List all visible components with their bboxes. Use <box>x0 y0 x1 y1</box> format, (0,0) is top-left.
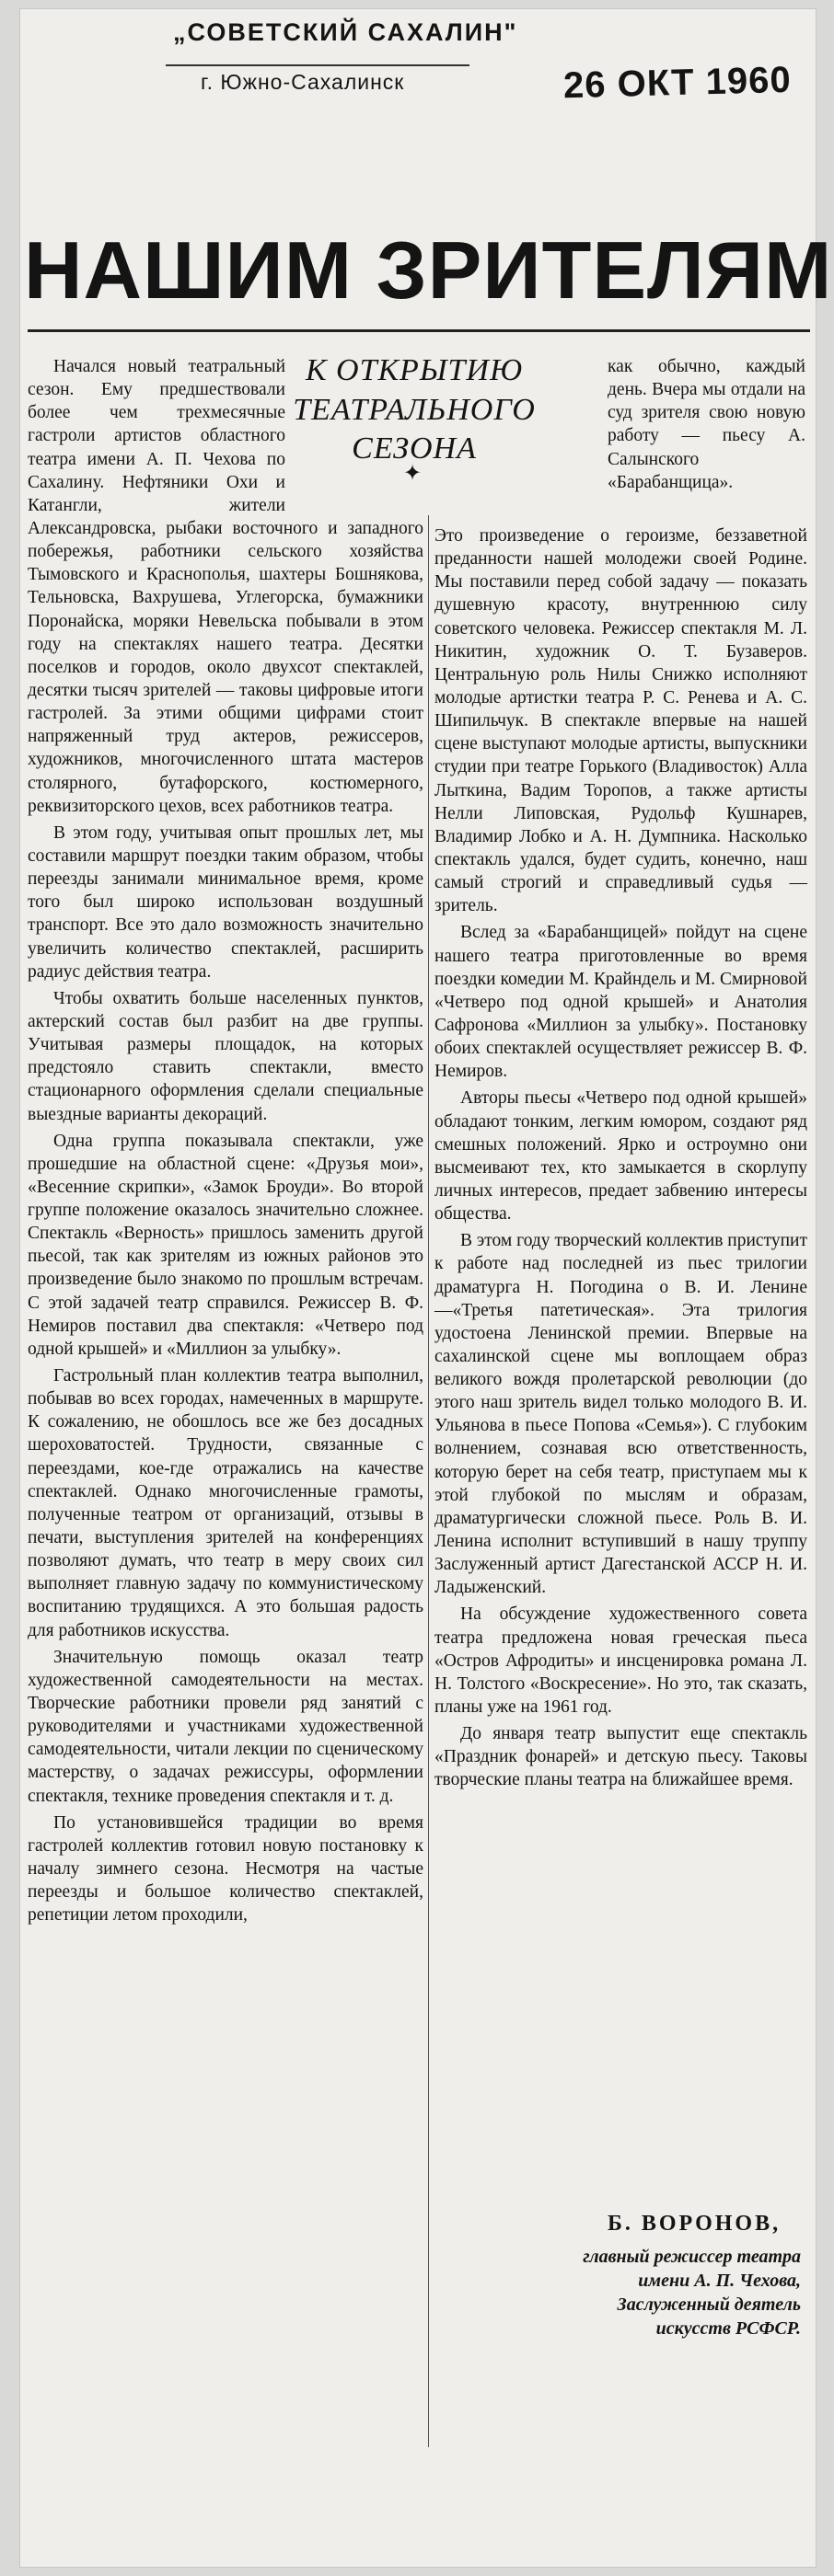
paragraph-6: Значительную помощь оказал театр художественной самодеятельности на местах. Творческие работники провели ряд занятий с руководителями и участниками художественной самодеятельности, читали лекции по сценическому мастерству, о задачах режиссуры, оформлении спектакля, технике проведения спектакля и т. д. <box>28 1647 423 1806</box>
article-headline: НАШИМ ЗРИТЕЛЯМ <box>24 224 833 316</box>
author-name: Б. ВОРОНОВ, <box>608 2212 782 2236</box>
column-right-top <box>608 355 805 498</box>
paragraph-right-5: На обсуждение художественного совета театра предложена новая греческая пьеса «Остров Афродиты» и инсценировка романа Л. Н. Толстого «Воскресение». Но это, так сказать, планы уже на 1961 год. <box>434 1604 807 1718</box>
masthead-city: г. Южно-Сахалинск <box>201 70 405 94</box>
paragraph-5: Гастрольный план коллектив театра выполнил, побывав во всех городах, намеченных в маршруте. К сожалению, не обошлось все же без досадных шероховатостей. Трудности, связанные с переездами, кое-где отражались на качестве спектаклей. Однако многочисленные грамоты, полученные театром от организаций, отзывы в печати, выступления зрителей на конференциях позволяют думать, что театр в меру своих сил выполняет главную задачу по коммунистическому воспитанию трудящихся. А это большая радость для работников искусства. <box>28 1366 423 1640</box>
paragraph-right-6: До января театр выпустит еще спектакль «Праздник фонарей» и детскую пьесу. Таковы творческие планы театра на ближайшее время. <box>434 1724 807 1790</box>
article-subheading: К ОТКРЫТИЮ ТЕАТРАЛЬНОГО СЕЗОНА <box>293 353 536 466</box>
paragraph-2: В этом году, учитывая опыт прошлых лет, мы составили маршрут поездки таким образом, чтобы переезды занимали минимальное время, кроме того был широко использован воздушный транспорт. Все это дало возможность значительно увеличить количество спектаклей, расширить радиус действия театра. <box>28 822 423 982</box>
subheading-space <box>285 355 423 516</box>
masthead-rule <box>166 64 469 66</box>
headline-rule <box>28 329 810 332</box>
author-title-line: Заслуженный деятель <box>617 2294 801 2315</box>
paragraph-4: Одна группа показывала спектакли, уже прошедшие на областной сцене: «Друзья мои», «Весенние скрипки», «Замок Броуди». Во второй группе положение оказалось значительно сложнее. Спектакль «Верность» пришлось заменить другой пьесой, так как зрителям из южных районов это произведение было знакомо по прошлым встречам. С этой задачей театр справился. Режиссер В. Ф. Немиров поставил два спектакля: «Четверо под одной крышей» и «Миллион за улыбку». <box>28 1131 423 1359</box>
paragraph-right-1: Это произведение о героизме, беззаветной преданности нашей молодежи своей Родине. Мы поставили перед собой задачу — показать душевную красоту, внутреннюю силу советского человека. Режиссер спектакля М. Л. Никитин, художник О. Т. Бузаверов. Центральную роль Нилы Снижко исполняют молодые артистки театра Р. С. Ренева и А. С. Шипильчук. В спектакле впервые на нашей сцене выступают молодые артисты, выпускники студии при театре Горького (Владивосток) Алла Лыткина, Вадим Торопов, а также артисты Нелли Липовская, Рудольф Кушнарев, Владимир Лобко и А. Н. Думпника. Насколько спектакль удался, будет судить, конечно, наш самый строгий и справедливый судья — зритель. <box>434 526 807 916</box>
masthead-newspaper: „СОВЕТСКИЙ САХАЛИН" <box>173 18 518 46</box>
author-credentials <box>488 2245 801 2340</box>
paragraph-3: Чтобы охватить больше населенных пунктов, актерский состав был разбит на две группы. Учитывая размеры площадок, на которых предстояло ставить спектакли, вместо стационарного оформления сделали специальные выездные варианты декораций. <box>28 988 423 1124</box>
column-right <box>434 524 807 1796</box>
date-stamp: 26 ОКТ 1960 <box>562 59 793 107</box>
author-title-line: главный режиссер театра <box>583 2247 801 2267</box>
paragraph-1: Начался новый театральный сезон. Ему предшествовали более чем трехмесячные гастроли артистов областного театра имени А. П. Чехова по Сахалину. Нефтяники Охи и Катангли, жители Александровска, рыбаки восточного и западного побережья, работники сельского хозяйства Тымовского и Краснополья, шахтеры Бошнякова, Тельновска, Вахрушева, Углегорска, бумажники Поронайска, моряки Невельска побывали в этом году на спектаклях нашего театра. Десятки поселков и городов, около двухсот спектаклей, десятки тысяч зрителей — таковы цифровые итоги гастролей. За этими общими цифрами стоит напряженный труд актеров, режиссеров, художников, многочисленного штата мастеров столярного, бутафорского, костюмерного, реквизиторского цехов, всех работников театра. <box>28 357 423 816</box>
paragraph-7: По установившейся традиции во время гастролей коллектив готовил новую постановку к началу зимнего сезона. Несмотря на частые переезды и большое количество спектаклей, репетиции летом проходили, <box>28 1812 423 1926</box>
author-title-line: искусств РСФСР. <box>655 2318 801 2339</box>
column-left <box>28 355 423 1930</box>
column-divider <box>428 515 429 2447</box>
paragraph-right-2: Вслед за «Барабанщицей» пойдут на сцене нашего театра приготовленные во время поездки комедии М. Крайндель и М. Смирновой «Четверо под одной крышей» и Анатолия Сафронова «Миллион за улыбку». Постановку обоих спектаклей осуществляет режиссер В. Ф. Немиров. <box>434 923 807 1082</box>
paragraph-right-3: Авторы пьесы «Четверо под одной крышей» обладают тонким, легким юмором, создают ряд смешных положений. Ярко и остроумно они высмеивают тех, кто замыкается в скорлупу личных интересов, предает забвению интересы общества. <box>434 1088 807 1225</box>
paragraph-right-top: как обычно, каждый день. Вчера мы отдали на суд зрителя свою новую работу — пьесу А. Салынского «Барабанщица». <box>608 357 805 492</box>
ornament-icon: ✦ <box>403 460 423 486</box>
paragraph-right-4: В этом году творческий коллектив приступит к работе над последней из пьес трилогии драматурга Н. Погодина о В. И. Ленине—«Третья патетическая». Эта трилогия удостоена Ленинской премии. Впервые на сахалинской сцене мы воплощаем образ великого вождя пролетарской революции (до этого наш зритель видел только молодого В. И. Ульянова в пьесе Попова «Семья»). С глубоким волнением, сознавая всю ответственность, которую берет на себя театр, приступаем мы к этой глубокой по мыслям и образам, драматургически сложной пьесе. Роль В. И. Ленина исполнит вступивший в нашу труппу Заслуженный артист Дагестанской АССР Н. И. Ладыженский. <box>434 1231 807 1598</box>
author-title-line: имени А. П. Чехова, <box>638 2271 801 2291</box>
